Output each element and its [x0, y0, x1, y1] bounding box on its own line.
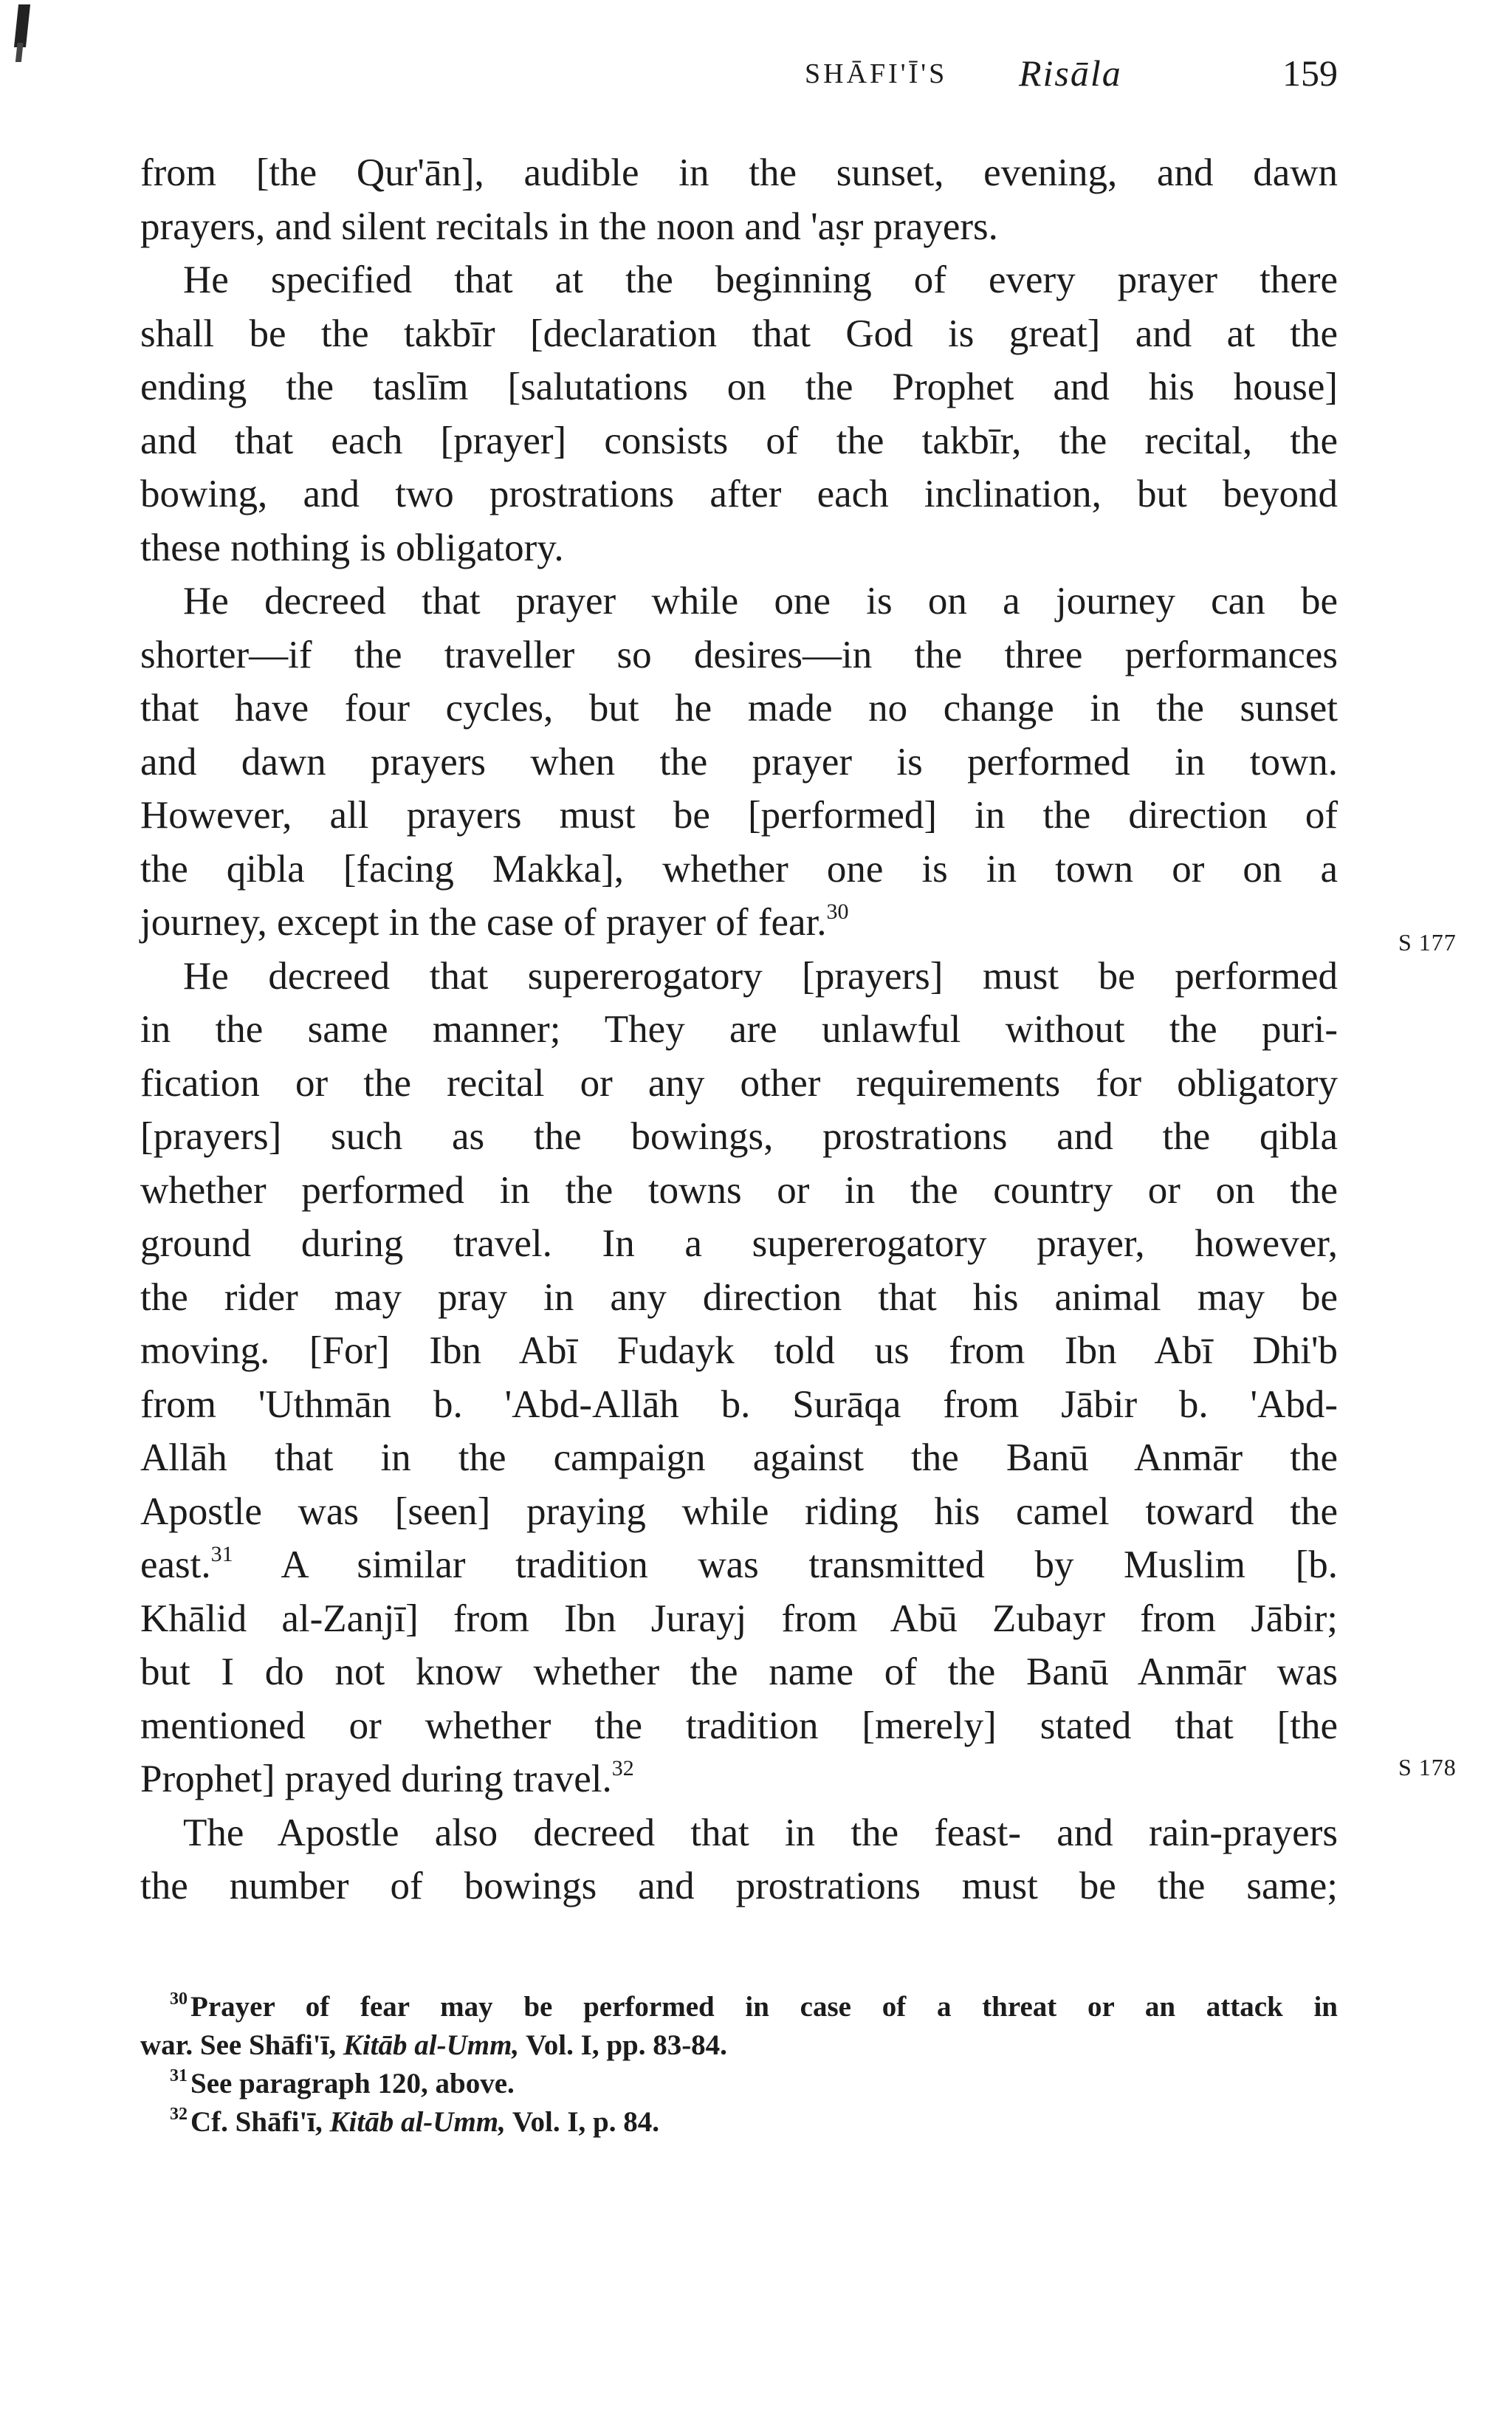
- footnote-32: [140, 2103, 1338, 2142]
- note-ref-32: 32: [611, 1756, 634, 1780]
- text-line: shorter—if the traveller so desires—in the three performances: [140, 633, 1338, 676]
- text-line: [140, 1752, 1338, 1806]
- text-line: whether performed in the towns or in the country or on the: [140, 1168, 1338, 1212]
- footnote-text: war. See Shāfi'ī,: [140, 2029, 337, 2061]
- text-line: shall be the takbīr [declaration that God is great] and at the: [140, 312, 1338, 355]
- running-head-author: SHĀFI'Ī'S: [805, 58, 948, 89]
- text-line: [140, 896, 1338, 950]
- note-ref-30: 30: [826, 899, 849, 924]
- running-head: [805, 52, 1338, 103]
- text-line-continuation: A similar tradition was transmitted by Muslim [b.: [281, 1543, 1339, 1586]
- text-line: mentioned or whether the tradition [merely] stated that [the: [140, 1704, 1338, 1747]
- footnote-31: [140, 2065, 1338, 2103]
- text-line: Apostle was [seen] praying while riding his camel toward the: [140, 1489, 1338, 1533]
- text-line: ground during travel. In a supererogatory prayer, however,: [140, 1222, 1338, 1265]
- footnote-text: Vol. I, p. 84.: [512, 2106, 659, 2138]
- text-line: the qibla [facing Makka], whether one is in town or on a: [140, 847, 1338, 891]
- text-line: but I do not know whether the name of the Banū Anmār was: [140, 1650, 1338, 1693]
- text-line-content: east.: [140, 1543, 211, 1586]
- margin-ref-s177: S 177: [1398, 929, 1457, 956]
- text-line: from [the Qur'ān], audible in the sunset, evening, and dawn: [140, 151, 1338, 194]
- text-line: prayers, and silent recitals in the noon and 'aṣr prayers.: [140, 205, 998, 248]
- text-line: these nothing is obligatory.: [140, 526, 564, 569]
- text-line: [140, 1538, 1338, 1592]
- margin-ref-s178: S 178: [1398, 1754, 1457, 1780]
- text-line: the number of bowings and prostrations must be the same;: [140, 1865, 1338, 1907]
- text-line: The Apostle also decreed that in the feast- and rain-prayers: [183, 1811, 1338, 1854]
- text-line: from 'Uthmān b. 'Abd-Allāh b. Surāqa from Jābir b. 'Abd-: [140, 1382, 1338, 1426]
- text-line: He specified that at the beginning of every prayer there: [183, 258, 1338, 301]
- text-line-content: Prophet] prayed during travel.: [140, 1758, 612, 1800]
- footnote-30-cont: [140, 2026, 1338, 2065]
- text-line: bowing, and two prostrations after each inclination, but beyond: [140, 473, 1338, 515]
- footnote-text: Cf. Shāfi'ī,: [190, 2106, 323, 2138]
- text-line: and dawn prayers when the prayer is performed in town.: [140, 740, 1338, 784]
- text-line: moving. [For] Ibn Abī Fudayk told us from Ibn Abī Dhi'b: [140, 1329, 1338, 1372]
- text-line: Khālid al-Zanjī] from Ibn Jurayj from Abū Zubayr from Jābir;: [140, 1597, 1338, 1640]
- footnote-text: Prayer of fear may be performed in case of a threat or an attack in: [190, 1991, 1338, 2023]
- text-line: [prayers] such as the bowings, prostrations and the qibla: [140, 1115, 1338, 1158]
- footnote-text: See paragraph 120, above.: [190, 2068, 515, 2099]
- running-head-title: Risāla: [1019, 52, 1122, 94]
- text-line: However, all prayers must be [performed] in the direction of: [140, 794, 1338, 837]
- body-text: [140, 146, 1338, 1913]
- text-line: the rider may pray in any direction that his animal may be: [140, 1275, 1338, 1319]
- footnote-mark: 31: [170, 2066, 188, 2085]
- text-line: He decreed that prayer while one is on a journey can be: [183, 580, 1338, 623]
- text-line: fication or the recital or any other requirements for obligatory: [140, 1061, 1338, 1105]
- text-line: Allāh that in the campaign against the Banū Anmār the: [140, 1436, 1338, 1479]
- footnotes: [140, 1988, 1338, 2142]
- text-line: ending the taslīm [salutations on the Prophet and his house]: [140, 366, 1338, 408]
- text-line: that have four cycles, but he made no change in the sunset: [140, 687, 1338, 730]
- text-line: He decreed that supererogatory [prayers] must be performed: [183, 954, 1338, 998]
- note-ref-31: 31: [210, 1542, 233, 1566]
- text-line-content: journey, except in the case of prayer of fear.: [140, 901, 827, 944]
- text-line: in the same manner; They are unlawful without the puri-: [140, 1008, 1338, 1051]
- page-number: 159: [1282, 52, 1338, 94]
- footnote-text: Vol. I, pp. 83-84.: [526, 2029, 727, 2061]
- footnote-30: [140, 1988, 1338, 2026]
- footnote-mark: 32: [170, 2105, 188, 2124]
- footnote-mark: 30: [170, 1989, 188, 2009]
- footnote-book-title: Kitāb al-Umm,: [343, 2029, 520, 2061]
- text-line: and that each [prayer] consists of the takbīr, the recital, the: [140, 419, 1338, 462]
- scan-artifact-mark: [14, 4, 30, 47]
- footnote-book-title: Kitāb al-Umm,: [329, 2106, 506, 2138]
